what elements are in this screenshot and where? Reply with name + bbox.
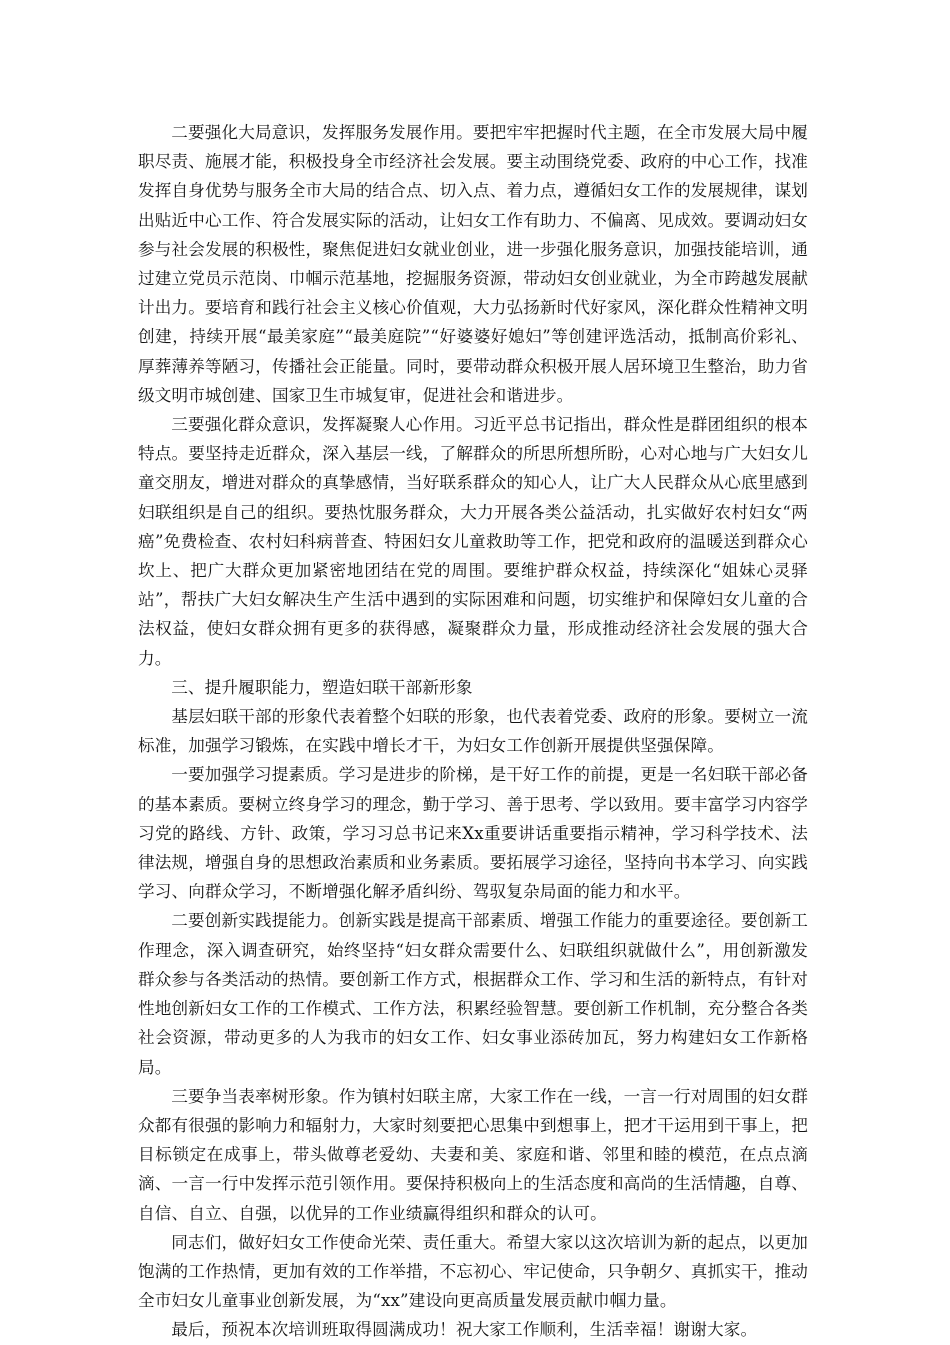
- document-body: [138, 118, 808, 1345]
- paragraph-innovate-practice: 二要创新实践提能力。创新实践是提高干部素质、增强工作能力的重要途径。要创新工作理念，深入调查研究，始终坚持“妇女群众需要什么、妇联组织就做什么”，用创新激发群众参与各类活动的热情。要创新工作方式，根据群众工作、学习和生活的新特点，有针对性地创新妇女工作的工作模式、工作方法，积累经验智慧。要创新工作机制，充分整合各类社会资源，带动更多的人为我市的妇女工作、妇女事业添砖加瓦，努力构建妇女工作新格局。: [138, 911, 808, 1077]
- paragraph-mass-awareness: 三要强化群众意识，发挥凝聚人心作用。习近平总书记指出，群众性是群团组织的根本特点。要坚持走近群众，深入基层一线，了解群众的所思所想所盼，心对心地与广大妇女儿童交朋友，增进对群众的真挚感情，当好联系群众的知心人，让广大人民群众从心底里感到妇联组织是自己的组织。要热忱服务群众，大力开展各类公益活动，扎实做好农村妇女“两癌”免费检查、农村妇科病普查、特困妇女儿童救助等工作，把党和政府的温暖送到群众心坎上、把广大群众更加紧密地团结在党的周围。要维护群众权益，持续深化“姐妹心灵驿站”，帮扶广大妇女解决生产生活中遇到的实际困难和问题，切实维护和保障妇女儿童的合法权益，使妇女群众拥有更多的获得感，凝聚群众力量，形成推动经济社会发展的强大合力。: [138, 415, 808, 668]
- paragraph-serve-development: 二要强化大局意识，发挥服务发展作用。要把牢牢把握时代主题，在全市发展大局中履职尽责、施展才能，积极投身全市经济社会发展。要主动围绕党委、政府的中心工作，找准发挥自身优势与服务全市大局的结合点、切入点、着力点，遵循妇女工作的发展规律，谋划出贴近中心工作、符合发展实际的活动，让妇女工作有助力、不偏离、见成效。要调动妇女参与社会发展的积极性，聚焦促进妇女就业创业，进一步强化服务意识，加强技能培训，通过建立党员示范岗、巾帼示范基地，挖掘服务资源，带动妇女创业就业，为全市跨越发展献计出力。要培育和践行社会主义核心价值观，大力弘扬新时代好家风，深化群众性精神文明创建，持续开展“最美家庭”“最美庭院”“好婆婆好媳妇”等创建评选活动，抵制高价彩礼、厚葬薄养等陋习，传播社会正能量。同时，要带动群众积极开展人居环境卫生整治，助力省级文明市城创建、国家卫生市城复审，促进社会和谐进步。: [138, 123, 808, 405]
- paragraph-closing: 最后，预祝本次培训班取得圆满成功！祝大家工作顺利，生活幸福！谢谢大家。: [171, 1320, 758, 1340]
- paragraph-strengthen-learning: 一要加强学习提素质。学习是进步的阶梯，是干好工作的前提，更是一名妇联干部必备的基本素质。要树立终身学习的理念，勤于学习、善于思考、学以致用。要丰富学习内容学习党的路线、方针、政策，学习习总书记来Xx重要讲话重要指示精神，学习科学技术、法律法规，增强自身的思想政治素质和业务素质。要拓展学习途径，坚持向书本学习、向实践学习、向群众学习，不断增强化解矛盾纠纷、驾驭复杂局面的能力和水平。: [138, 765, 808, 902]
- paragraph-set-example: 三要争当表率树形象。作为镇村妇联主席，大家工作在一线，一言一行对周围的妇女群众都有很强的影响力和辐射力，大家时刻要把心思集中到想事上，把才干运用到干事上，把目标锁定在成事上，带头做尊老爱幼、夫妻和美、家庭和谐、邻里和睦的模范，在点点滴滴、一言一行中发挥示范引领作用。要保持积极向上的生活态度和高尚的生活情趣，自尊、自信、自立、自强，以优异的工作业绩赢得组织和群众的认可。: [138, 1086, 808, 1223]
- paragraph-comrades: 同志们，做好妇女工作使命光荣、责任重大。希望大家以这次培训为新的起点，以更加饱满的工作热情，更加有效的工作举措，不忘初心、牢记使命，只争朝夕、真抓实干，推动全市妇女儿童事业创新发展，为“xx”建设向更高质量发展贡献巾帼力量。: [138, 1232, 808, 1311]
- paragraph-cadre-image: 基层妇联干部的形象代表着整个妇联的形象，也代表着党委、政府的形象。要树立一流标准，加强学习锻炼，在实践中增长才干，为妇女工作创新开展提供坚强保障。: [138, 707, 808, 756]
- section-heading-improve-ability: 三、提升履职能力，塑造妇联干部新形象: [171, 677, 473, 697]
